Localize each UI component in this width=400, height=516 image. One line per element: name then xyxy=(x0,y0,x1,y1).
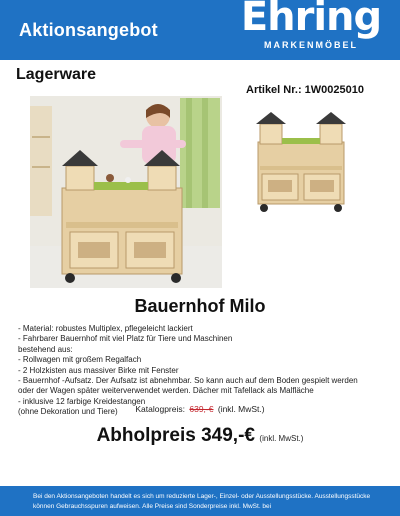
brand-subtitle: MARKENMÖBEL xyxy=(264,40,358,50)
desc-line: - 2 Holzkisten aus massiver Birke mit Fenster xyxy=(18,365,179,375)
desc-line: - inklusive 12 farbige Kreidestangen xyxy=(18,396,146,406)
pickup-price-value: Abholpreis 349,-€ xyxy=(96,425,255,446)
catalog-price-value: 639,-€ xyxy=(189,404,214,414)
product-photo-side xyxy=(244,108,356,220)
desc-line: - Rollwagen mit großem Regalfach xyxy=(18,355,142,365)
desc-line: oder der Wagen später weiterverwendet werden. Dächer mit Tafellack als Malfläche xyxy=(18,386,314,396)
footer-disclaimer: Bei den Aktionsangeboten handelt es sich um reduzierte Lager-, Einzel- oder Ausstellungsstücke. Ausstellungsstücke können Gebrauchsspuren aufweisen. Alle Preise sind Sonderpreise inkl. MwSt. bei xyxy=(33,493,371,510)
header-bar xyxy=(0,0,400,60)
desc-line: (ohne Dekoration und Tiere) xyxy=(18,407,118,417)
article-number: Artikel Nr.: 1W0025010 xyxy=(246,84,365,96)
pickup-price-note: (inkl. MwSt.) xyxy=(259,434,304,443)
pickup-price xyxy=(0,425,400,447)
stock-label: Lagerware xyxy=(16,66,97,83)
catalog-price-note: (inkl. MwSt.) xyxy=(217,404,265,414)
desc-line: - Bauernhof -Aufsatz. Der Aufsatz ist abnehmbar. So kann auch auf dem Boden gespielt werden xyxy=(18,376,358,386)
desc-line: - Material: robustes Multiplex, pflegeleicht lackiert xyxy=(18,324,193,333)
header-title: Aktionsangebot xyxy=(19,20,158,40)
brand-logo xyxy=(236,0,386,58)
desc-line: - Fahrbarer Bauernhof mit viel Platz für Tiere und Maschinen xyxy=(18,334,233,344)
catalog-price-label: Katalogpreis: xyxy=(135,404,185,414)
product-title: Bauernhof Milo xyxy=(134,296,266,316)
brand-name: Ehring xyxy=(240,0,382,40)
footer-bar xyxy=(0,486,400,516)
desc-line: bestehend aus: xyxy=(18,344,73,354)
product-photo-main xyxy=(30,96,222,288)
catalog-price xyxy=(0,404,400,414)
